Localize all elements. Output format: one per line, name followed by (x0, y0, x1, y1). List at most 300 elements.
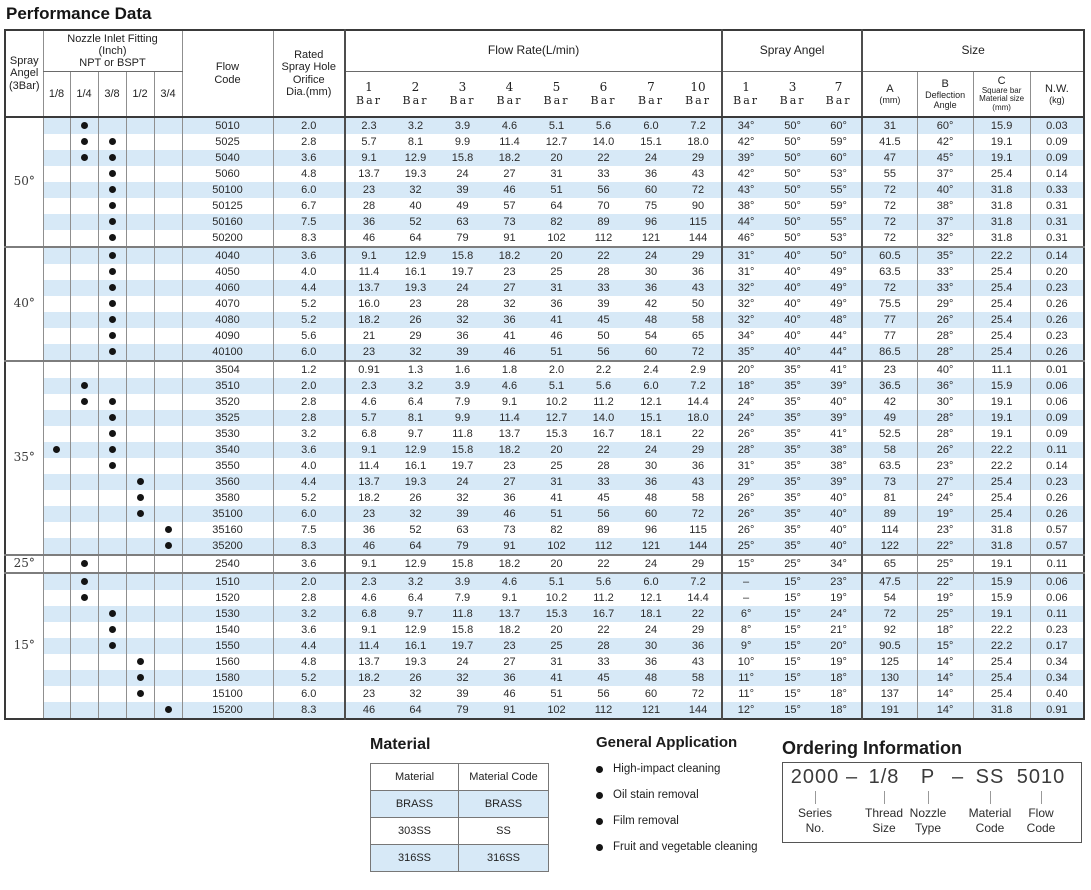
flow-rate-cell: 36 (627, 166, 675, 182)
inlet-availability-cell (98, 328, 126, 344)
inlet-availability-cell (126, 378, 154, 394)
flow-rate-cell: 24 (439, 166, 486, 182)
flow-rate-cell: 27 (486, 166, 533, 182)
flow-rate-cell: 56 (580, 686, 627, 702)
flow-rate-cell: 5.6 (580, 117, 627, 134)
flow-rate-cell: 0.91 (345, 361, 392, 378)
group-angle-label: 25° (5, 555, 43, 573)
spray-angle-cell: 39° (816, 410, 862, 426)
table-row (5, 312, 1084, 328)
size-cell: 191 (862, 702, 917, 719)
inlet-availability-cell (98, 134, 126, 150)
inlet-availability-cell (98, 264, 126, 280)
size-cell: 31 (862, 117, 917, 134)
orifice-dia-cell: 6.0 (273, 344, 345, 361)
flow-rate-cell: 15.1 (627, 134, 675, 150)
availability-dot-icon (109, 332, 116, 339)
size-cell: 0.17 (1030, 638, 1084, 654)
size-cell: 0.57 (1030, 538, 1084, 555)
table-row (5, 522, 1084, 538)
spray-angle-cell: 39° (816, 378, 862, 394)
spray-angle-cell: 41° (816, 361, 862, 378)
flow-code-cell: 5010 (182, 117, 273, 134)
table-row (5, 555, 1084, 573)
flow-rate-cell: 9.1 (345, 247, 392, 264)
flow-rate-cell: 20 (533, 622, 580, 638)
flow-rate-cell: 40 (392, 198, 439, 214)
flow-rate-cell: 36 (675, 458, 722, 474)
flow-rate-cell: 64 (392, 538, 439, 555)
size-cell: 14° (917, 702, 973, 719)
size-cell: 47.5 (862, 573, 917, 590)
table-row (5, 573, 1084, 590)
flow-rate-cell: 115 (675, 522, 722, 538)
spray-angle-cell: 35° (769, 361, 816, 378)
inlet-availability-cell (70, 573, 98, 590)
flow-rate-cell: 46 (486, 344, 533, 361)
inlet-availability-cell (126, 555, 154, 573)
spray-angle-cell: 40° (769, 328, 816, 344)
orifice-dia-cell: 2.0 (273, 378, 345, 394)
availability-dot-icon (109, 186, 116, 193)
orifice-dia-cell: 2.0 (273, 573, 345, 590)
inlet-availability-cell (126, 312, 154, 328)
inlet-availability-cell (126, 590, 154, 606)
inlet-availability-cell (126, 670, 154, 686)
orifice-dia-cell: 8.3 (273, 230, 345, 247)
size-cell: 72 (862, 214, 917, 230)
flow-rate-cell: 91 (486, 702, 533, 719)
spray-angle-cell: 20° (816, 638, 862, 654)
spray-angle-cell: 15° (769, 606, 816, 622)
spray-angle-cell: 50° (769, 117, 816, 134)
flow-rate-cell: 24 (627, 247, 675, 264)
flow-rate-cell: 144 (675, 538, 722, 555)
flow-rate-cell: 144 (675, 230, 722, 247)
flow-rate-cell: 16.0 (345, 296, 392, 312)
flow-code-cell: 3504 (182, 361, 273, 378)
flow-rate-cell: 58 (675, 312, 722, 328)
header-flow-bar: 2 Bar (392, 72, 439, 118)
inlet-availability-cell (43, 264, 70, 280)
ordering-label: Flow Code (1026, 806, 1056, 835)
flow-rate-cell: 2.3 (345, 573, 392, 590)
inlet-availability-cell (126, 328, 154, 344)
size-cell: 26° (917, 312, 973, 328)
flow-rate-cell: 25 (533, 264, 580, 280)
bottom-section (4, 720, 1087, 888)
table-row (5, 702, 1084, 719)
material-col-header: Material (371, 764, 459, 791)
size-cell: 0.23 (1030, 280, 1084, 296)
table-row (5, 654, 1084, 670)
spray-angle-cell: 40° (769, 264, 816, 280)
inlet-availability-cell (126, 247, 154, 264)
size-cell: 0.34 (1030, 654, 1084, 670)
flow-rate-cell: 12.9 (392, 247, 439, 264)
table-row (5, 150, 1084, 166)
flow-rate-cell: 15.8 (439, 442, 486, 458)
size-cell: 0.26 (1030, 490, 1084, 506)
ordering-label: Thread Size (864, 806, 904, 835)
spray-angle-cell: 60° (816, 150, 862, 166)
table-row (5, 638, 1084, 654)
flow-rate-cell: 60 (627, 182, 675, 198)
inlet-availability-cell (43, 378, 70, 394)
inlet-availability-cell (98, 686, 126, 702)
table-row (5, 247, 1084, 264)
flow-rate-cell: 48 (627, 670, 675, 686)
inlet-availability-cell (98, 230, 126, 247)
inlet-availability-cell (126, 474, 154, 490)
spray-angle-cell: 12° (722, 702, 769, 719)
inlet-availability-cell (154, 654, 182, 670)
flow-rate-cell: 14.0 (580, 410, 627, 426)
size-cell: 0.06 (1030, 378, 1084, 394)
size-cell: 0.01 (1030, 361, 1084, 378)
flow-rate-cell: 12.1 (627, 394, 675, 410)
inlet-availability-cell (43, 686, 70, 702)
flow-rate-cell: 25 (533, 458, 580, 474)
material-section (370, 736, 560, 872)
size-cell: 25.4 (973, 506, 1030, 522)
orifice-dia-cell: 3.6 (273, 150, 345, 166)
flow-rate-cell: 2.2 (580, 361, 627, 378)
flow-rate-cell: 39 (439, 506, 486, 522)
size-cell: 0.33 (1030, 182, 1084, 198)
inlet-availability-cell (154, 312, 182, 328)
spray-angle-cell: 6° (722, 606, 769, 622)
inlet-availability-cell (43, 426, 70, 442)
spray-angle-cell: 18° (816, 670, 862, 686)
ordering-nozzle-value: P (920, 766, 936, 788)
spray-angle-cell: 26° (722, 426, 769, 442)
inlet-availability-cell (98, 522, 126, 538)
inlet-availability-cell (43, 654, 70, 670)
spray-angle-cell: 23° (816, 573, 862, 590)
size-cell: 63.5 (862, 264, 917, 280)
size-cell: 0.09 (1030, 150, 1084, 166)
inlet-availability-cell (70, 702, 98, 719)
flow-rate-cell: 25 (533, 638, 580, 654)
spray-angle-cell: 42° (722, 134, 769, 150)
material-title: Material (370, 736, 431, 753)
size-cell: 42° (917, 134, 973, 150)
spray-angle-cell: – (722, 590, 769, 606)
inlet-availability-cell (70, 394, 98, 410)
inlet-availability-cell (70, 426, 98, 442)
size-cell: 22.2 (973, 622, 1030, 638)
inlet-availability-cell (70, 622, 98, 638)
flow-rate-cell: 41 (533, 670, 580, 686)
inlet-availability-cell (70, 686, 98, 702)
flow-rate-cell: 46 (345, 702, 392, 719)
size-cell: 28° (917, 328, 973, 344)
inlet-availability-cell (126, 134, 154, 150)
flow-rate-cell: 43 (675, 280, 722, 296)
spray-angle-cell: 26° (722, 490, 769, 506)
flow-code-cell: 2540 (182, 555, 273, 573)
flow-rate-cell: 4.6 (486, 378, 533, 394)
flow-rate-cell: 7.2 (675, 117, 722, 134)
flow-rate-cell: 60 (627, 686, 675, 702)
tick-line (928, 791, 929, 804)
table-row (5, 280, 1084, 296)
spray-angle-cell: 40° (816, 522, 862, 538)
inlet-availability-cell (98, 670, 126, 686)
orifice-dia-cell: 4.0 (273, 458, 345, 474)
size-cell: 31.8 (973, 538, 1030, 555)
ordering-section (782, 738, 1082, 843)
header-size-b: B Deflection Angle (917, 72, 973, 118)
flow-rate-cell: 43 (675, 654, 722, 670)
flow-rate-cell: 9.1 (345, 622, 392, 638)
material-cell: 303SS (371, 818, 459, 845)
flow-rate-cell: 46 (486, 506, 533, 522)
tick-line (990, 791, 991, 804)
spray-angle-cell: 26° (722, 522, 769, 538)
ordering-label: Series No. (797, 806, 832, 835)
flow-rate-cell: 64 (533, 198, 580, 214)
table-row (5, 410, 1084, 426)
orifice-dia-cell: 5.2 (273, 490, 345, 506)
inlet-availability-cell (43, 606, 70, 622)
inlet-availability-cell (43, 555, 70, 573)
inlet-availability-cell (70, 312, 98, 328)
spray-angle-cell: 34° (816, 555, 862, 573)
spray-angle-cell: 35° (769, 410, 816, 426)
spray-angle-cell: 18° (722, 378, 769, 394)
inlet-availability-cell (126, 166, 154, 182)
availability-dot-icon (137, 658, 144, 665)
spray-angle-cell: 40° (769, 312, 816, 328)
flow-rate-cell: 112 (580, 538, 627, 555)
inlet-availability-cell (126, 538, 154, 555)
spray-angle-cell: 19° (816, 654, 862, 670)
inlet-availability-cell (70, 166, 98, 182)
inlet-availability-cell (126, 686, 154, 702)
flow-rate-cell: 32 (392, 686, 439, 702)
inlet-availability-cell (70, 410, 98, 426)
inlet-availability-cell (98, 506, 126, 522)
flow-rate-cell: 63 (439, 214, 486, 230)
flow-rate-cell: 18.2 (486, 555, 533, 573)
flow-rate-cell: 31 (533, 166, 580, 182)
spray-angle-cell: 15° (769, 573, 816, 590)
orifice-dia-cell: 3.2 (273, 426, 345, 442)
availability-dot-icon (109, 218, 116, 225)
flow-code-cell: 15100 (182, 686, 273, 702)
header-flow-code: Flow Code (182, 30, 273, 117)
inlet-availability-cell (98, 182, 126, 198)
flow-code-cell: 50200 (182, 230, 273, 247)
flow-rate-cell: 23 (486, 264, 533, 280)
flow-code-cell: 3550 (182, 458, 273, 474)
flow-rate-cell: 46 (486, 182, 533, 198)
size-cell: 31.8 (973, 214, 1030, 230)
inlet-availability-cell (98, 117, 126, 134)
spray-angle-cell: 15° (769, 670, 816, 686)
flow-code-cell: 4090 (182, 328, 273, 344)
header-spray-angle-section: Spray Angel (722, 30, 862, 72)
spray-angle-cell: 26° (722, 506, 769, 522)
flow-rate-cell: 5.7 (345, 134, 392, 150)
inlet-availability-cell (154, 344, 182, 361)
spray-angle-cell: 44° (816, 344, 862, 361)
flow-rate-cell: 1.6 (439, 361, 486, 378)
ordering-title: Ordering Information (782, 738, 962, 758)
size-cell: 75.5 (862, 296, 917, 312)
spray-angle-cell: 35° (769, 538, 816, 555)
flow-rate-cell: 10.2 (533, 394, 580, 410)
inlet-availability-cell (154, 182, 182, 198)
inlet-availability-cell (154, 638, 182, 654)
size-cell: 28° (917, 410, 973, 426)
flow-rate-cell: 9.9 (439, 134, 486, 150)
size-cell: 137 (862, 686, 917, 702)
inlet-availability-cell (154, 606, 182, 622)
flow-rate-cell: 11.8 (439, 426, 486, 442)
availability-dot-icon (109, 138, 116, 145)
flow-rate-cell: 15.3 (533, 606, 580, 622)
size-cell: 72 (862, 182, 917, 198)
orifice-dia-cell: 4.4 (273, 638, 345, 654)
flow-rate-cell: 3.9 (439, 117, 486, 134)
flow-code-cell: 3530 (182, 426, 273, 442)
inlet-availability-cell (98, 410, 126, 426)
flow-rate-cell: 26 (392, 490, 439, 506)
inlet-availability-cell (70, 506, 98, 522)
inlet-availability-cell (126, 230, 154, 247)
flow-rate-cell: 49 (439, 198, 486, 214)
spray-angle-cell: 25° (769, 555, 816, 573)
inlet-availability-cell (70, 442, 98, 458)
header-nozzle-inlet: Nozzle Inlet Fitting (Inch) NPT or BSPT (43, 30, 182, 72)
size-cell: 14° (917, 654, 973, 670)
inlet-availability-cell (43, 590, 70, 606)
flow-rate-cell: 19.3 (392, 280, 439, 296)
orifice-dia-cell: 4.4 (273, 474, 345, 490)
flow-rate-cell: 3.2 (392, 117, 439, 134)
size-cell: 77 (862, 312, 917, 328)
spray-angle-cell: 10° (722, 654, 769, 670)
flow-code-cell: 50125 (182, 198, 273, 214)
flow-rate-cell: 15.8 (439, 555, 486, 573)
flow-rate-cell: 96 (627, 214, 675, 230)
size-cell: 25.4 (973, 312, 1030, 328)
flow-rate-cell: 23 (486, 458, 533, 474)
size-cell: 29° (917, 296, 973, 312)
availability-dot-icon (109, 268, 116, 275)
flow-rate-cell: 9.9 (439, 410, 486, 426)
size-cell: 33° (917, 280, 973, 296)
material-code-cell: SS (459, 818, 549, 845)
size-cell: 92 (862, 622, 917, 638)
inlet-availability-cell (154, 622, 182, 638)
size-cell: 72 (862, 280, 917, 296)
inlet-availability-cell (98, 361, 126, 378)
flow-rate-cell: 12.1 (627, 590, 675, 606)
header-inlet-size: 3/4 (154, 72, 182, 118)
inlet-availability-cell (70, 654, 98, 670)
flow-rate-cell: 31 (533, 654, 580, 670)
flow-rate-cell: 13.7 (345, 280, 392, 296)
size-cell: 24° (917, 490, 973, 506)
flow-code-cell: 1520 (182, 590, 273, 606)
flow-rate-cell: 32 (392, 182, 439, 198)
flow-rate-cell: 18.2 (486, 247, 533, 264)
size-cell: 19.1 (973, 150, 1030, 166)
flow-code-cell: 1530 (182, 606, 273, 622)
spray-angle-cell: 32° (722, 312, 769, 328)
flow-rate-cell: 9.1 (486, 394, 533, 410)
inlet-availability-cell (98, 573, 126, 590)
flow-rate-cell: 20 (533, 442, 580, 458)
bullet-dot-icon (596, 818, 603, 825)
spray-angle-cell: 15° (769, 702, 816, 719)
flow-code-cell: 3525 (182, 410, 273, 426)
size-cell: 37° (917, 166, 973, 182)
flow-rate-cell: 36 (486, 312, 533, 328)
flow-rate-cell: 28 (580, 264, 627, 280)
spray-angle-cell: 15° (769, 638, 816, 654)
spray-angle-cell: 35° (769, 394, 816, 410)
flow-rate-cell: 33 (580, 654, 627, 670)
flow-rate-cell: 36 (533, 296, 580, 312)
inlet-availability-cell (43, 198, 70, 214)
inlet-availability-cell (43, 214, 70, 230)
inlet-availability-cell (70, 198, 98, 214)
spray-angle-cell: 40° (769, 247, 816, 264)
size-cell: 0.09 (1030, 426, 1084, 442)
inlet-availability-cell (154, 394, 182, 410)
inlet-availability-cell (154, 490, 182, 506)
flow-rate-cell: 115 (675, 214, 722, 230)
flow-rate-cell: 58 (675, 490, 722, 506)
flow-rate-cell: 4.6 (486, 573, 533, 590)
inlet-availability-cell (154, 426, 182, 442)
flow-code-cell: 1510 (182, 573, 273, 590)
flow-rate-cell: 19.3 (392, 654, 439, 670)
flow-rate-cell: 27 (486, 654, 533, 670)
spray-angle-cell: 40° (769, 280, 816, 296)
flow-rate-cell: 7.2 (675, 573, 722, 590)
size-cell: 0.26 (1030, 344, 1084, 361)
orifice-dia-cell: 5.2 (273, 670, 345, 686)
spray-angle-cell: 41° (816, 426, 862, 442)
header-flow-rate: Flow Rate(L/min) (345, 30, 722, 72)
spray-angle-cell: 35° (769, 474, 816, 490)
flow-rate-cell: 23 (345, 686, 392, 702)
size-cell: 49 (862, 410, 917, 426)
size-cell: 45° (917, 150, 973, 166)
size-cell: 15.9 (973, 117, 1030, 134)
inlet-availability-cell (43, 344, 70, 361)
flow-rate-cell: 5.6 (580, 378, 627, 394)
flow-rate-cell: 36 (627, 474, 675, 490)
spray-angle-cell: 35° (769, 506, 816, 522)
size-cell: 23° (917, 458, 973, 474)
size-cell: 22.2 (973, 638, 1030, 654)
spray-angle-cell: 31° (722, 264, 769, 280)
flow-rate-cell: 31 (533, 474, 580, 490)
flow-rate-cell: 22 (580, 247, 627, 264)
flow-rate-cell: 16.1 (392, 458, 439, 474)
spray-angle-cell: 20° (722, 361, 769, 378)
size-cell: 22.2 (973, 458, 1030, 474)
flow-rate-cell: 36 (345, 214, 392, 230)
availability-dot-icon (109, 642, 116, 649)
